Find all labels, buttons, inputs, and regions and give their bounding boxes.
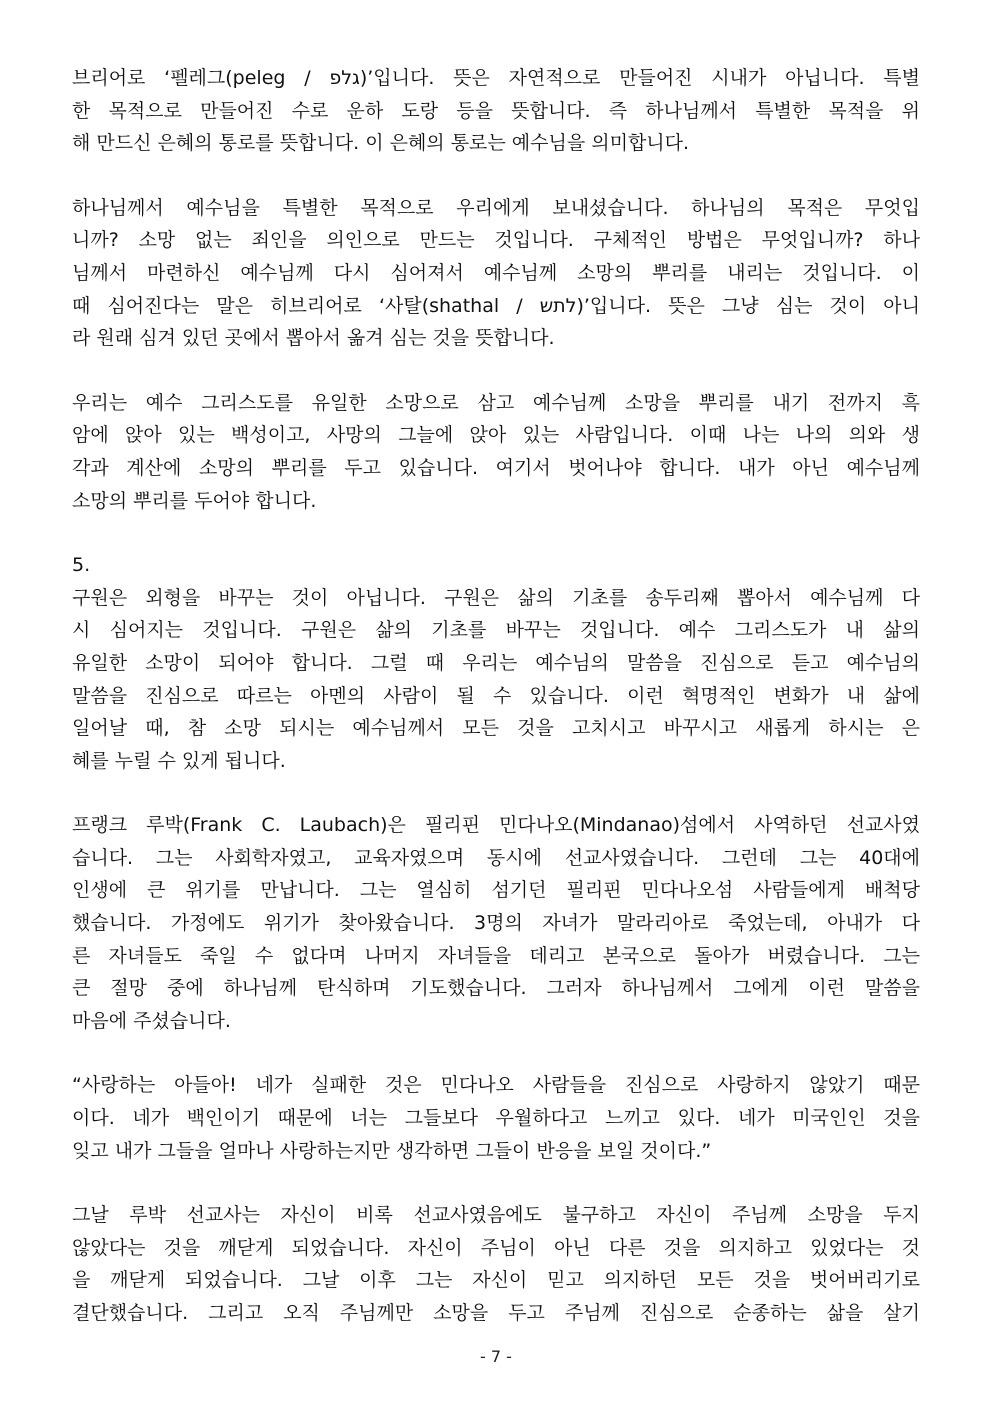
paragraph-section-5 <box>72 549 920 777</box>
text-line: 그날 루박 선교사는 자신이 비록 선교사였음에도 불구하고 자신이 주님께 소망을 두지 <box>72 1204 920 1227</box>
page-number: - 7 - <box>480 1347 512 1366</box>
text-line: 이다. 네가 백인이기 때문에 너는 그들보다 우월하다고 느끼고 있다. 네가 미국인인 것을 <box>72 1107 920 1130</box>
text-line: 때 심어진다는 말은 히브리어로 ‘사탈(shathal / לתש)’입니다. 뜻은 그냥 심는 것이 아니 <box>72 294 920 317</box>
text-line: 하나님께서 예수님을 특별한 목적으로 우리에게 보내셨습니다. 하나님의 목적은 무엇입 <box>72 196 920 219</box>
paragraph-peleg <box>72 62 920 160</box>
paragraph-decision <box>72 1199 920 1329</box>
paragraph-purpose <box>72 192 920 355</box>
text-line: 않았다는 것을 깨닫게 되었습니다. 자신이 주님이 아닌 다른 것을 의지하고 있었다는 것 <box>72 1236 920 1259</box>
text-line: 소망의 뿌리를 두어야 합니다. <box>72 489 317 512</box>
text-line: 각과 계산에 소망의 뿌리를 두고 있습니다. 여기서 벗어나야 합니다. 내가 아닌 예수님께 <box>72 456 920 479</box>
text-line: 우리는 예수 그리스도를 유일한 소망으로 삼고 예수님께 소망을 뿌리를 내기 전까지 흑 <box>72 391 920 414</box>
text-line: 혜를 누릴 수 있게 됩니다. <box>72 749 286 772</box>
text-line: 님께서 마련하신 예수님께 다시 심어져서 예수님께 소망의 뿌리를 내리는 것입니다. 이 <box>72 261 920 284</box>
text-line: 을 깨닫게 되었습니다. 그날 이후 그는 자신이 믿고 의지하던 모든 것을 벗어버리기로 <box>72 1269 920 1292</box>
text-line: 큰 절망 중에 하나님께 탄식하며 기도했습니다. 그러자 하나님께서 그에게 이런 말씀을 <box>72 977 920 1000</box>
text-line: 말씀을 진심으로 따르는 아멘의 사람이 될 수 있습니다. 이런 혁명적인 변화가 내 삶에 <box>72 684 920 707</box>
text-line: 잊고 내가 그들을 얼마나 사랑하는지만 생각하면 그들이 반응을 보일 것이다.” <box>72 1139 712 1162</box>
text-line: 라 원래 심겨 있던 곳에서 뽑아서 옮겨 심는 것을 뜻합니다. <box>72 327 555 350</box>
text-line: 마음에 주셨습니다. <box>72 1009 231 1032</box>
text-line: 했습니다. 가정에도 위기가 찾아왔습니다. 3명의 자녀가 말라리아로 죽었는데, 아내가 다 <box>72 912 920 935</box>
text-line: 유일한 소망이 되어야 합니다. 그럴 때 우리는 예수님의 말씀을 진심으로 듣고 예수님의 <box>72 651 920 674</box>
text-line: 구원은 외형을 바꾸는 것이 아닙니다. 구원은 삶의 기초를 송두리째 뽑아서 예수님께 다 <box>72 586 920 609</box>
text-line: 암에 앉아 있는 백성이고, 사망의 그늘에 앉아 있는 사람입니다. 이때 나는 나의 의와 생 <box>72 424 920 447</box>
text-line: 해 만드신 은혜의 통로를 뜻합니다. 이 은혜의 통로는 예수님을 의미합니다. <box>72 132 690 155</box>
text-line: “사랑하는 아들아! 네가 실패한 것은 민다나오 사람들을 진심으로 사랑하지 않았기 때문 <box>72 1074 920 1097</box>
paragraph-darkness <box>72 387 920 517</box>
text-line: 니까? 소망 없는 죄인을 의인으로 만드는 것입니다. 구체적인 방법은 무엇입니까? 하나 <box>72 229 920 252</box>
text-line: 일어날 때, 참 소망 되시는 예수님께서 모든 것을 고치시고 바꾸시고 새롭게 하시는 은 <box>72 717 920 740</box>
paragraph-laubach <box>72 809 920 1037</box>
text-line: 시 심어지는 것입니다. 구원은 삶의 기초를 바꾸는 것입니다. 예수 그리스도가 내 삶의 <box>72 619 920 642</box>
text-line: 결단했습니다. 그리고 오직 주님께만 소망을 두고 주님께 진심으로 순종하는 삶을 살기 <box>72 1302 920 1324</box>
text-line: 프랭크 루박(Frank C. Laubach)은 필리핀 민다나오(Mindanao)섬에서 사역하던 선교사였 <box>72 814 920 837</box>
document-body <box>72 62 920 1362</box>
paragraph-quote <box>72 1069 920 1167</box>
section-number: 5. <box>72 554 91 577</box>
text-line: 한 목적으로 만들어진 수로 운하 도랑 등을 뜻합니다. 즉 하나님께서 특별한 목적을 위 <box>72 99 920 122</box>
text-line: 른 자녀들도 죽일 수 없다며 나머지 자녀들을 데리고 본국으로 돌아가 버렸습니다. 그는 <box>72 944 920 967</box>
text-line: 브리어로 ‘펠레그(peleg / גלפ)’입니다. 뜻은 자연적으로 만들어진 시내가 아닙니다. 특별 <box>72 67 920 89</box>
text-line: 인생에 큰 위기를 만납니다. 그는 열심히 섬기던 필리핀 민다나오섬 사람들에게 배척당 <box>72 879 920 902</box>
text-line: 습니다. 그는 사회학자였고, 교육자였으며 동시에 선교사였습니다. 그런데 그는 40대에 <box>72 846 920 869</box>
